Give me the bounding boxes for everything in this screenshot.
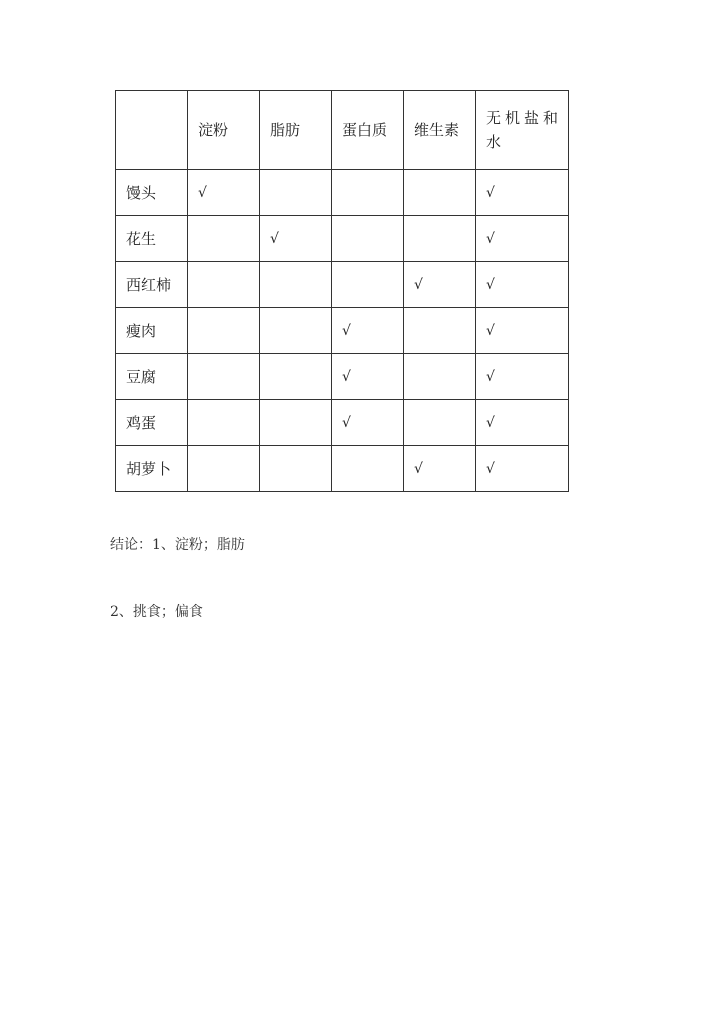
header-cell-vitamin: 维生素 (404, 91, 476, 170)
food-name-cell: 花生 (116, 216, 188, 262)
header-cell-protein: 蛋白质 (332, 91, 404, 170)
table-row (116, 216, 569, 262)
check-cell: √ (188, 170, 260, 216)
check-cell: √ (404, 446, 476, 492)
check-cell (188, 354, 260, 400)
header-cell-fat: 脂肪 (260, 91, 332, 170)
table-header-row (116, 91, 569, 170)
check-cell (404, 354, 476, 400)
table-row (116, 400, 569, 446)
check-cell: √ (476, 216, 569, 262)
header-cell-starch: 淀粉 (188, 91, 260, 170)
check-cell (332, 216, 404, 262)
check-cell: √ (332, 308, 404, 354)
food-name-cell: 胡萝卜 (116, 446, 188, 492)
food-name-cell: 瘦肉 (116, 308, 188, 354)
check-cell: √ (260, 216, 332, 262)
header-cell-corner (116, 91, 188, 170)
check-cell (404, 400, 476, 446)
check-cell: √ (476, 400, 569, 446)
check-cell (404, 308, 476, 354)
food-name-cell: 豆腐 (116, 354, 188, 400)
food-name-cell: 鸡蛋 (116, 400, 188, 446)
check-cell (260, 262, 332, 308)
check-cell (188, 446, 260, 492)
header-cell-minerals-water: 无机盐和水 (476, 91, 569, 170)
table-row (116, 262, 569, 308)
check-cell (404, 216, 476, 262)
check-cell (188, 262, 260, 308)
check-cell (188, 216, 260, 262)
check-cell (332, 262, 404, 308)
table-row (116, 354, 569, 400)
check-cell: √ (476, 262, 569, 308)
food-name-cell: 西红柿 (116, 262, 188, 308)
table-row (116, 308, 569, 354)
table-row (116, 446, 569, 492)
check-cell (188, 308, 260, 354)
check-cell (260, 354, 332, 400)
check-cell (404, 170, 476, 216)
check-cell (332, 170, 404, 216)
food-name-cell: 馒头 (116, 170, 188, 216)
check-cell: √ (404, 262, 476, 308)
check-cell (260, 170, 332, 216)
check-cell (260, 308, 332, 354)
check-cell (260, 446, 332, 492)
check-cell (260, 400, 332, 446)
check-cell: √ (476, 354, 569, 400)
check-cell: √ (476, 308, 569, 354)
check-cell (188, 400, 260, 446)
check-cell (332, 446, 404, 492)
check-cell: √ (332, 354, 404, 400)
check-cell: √ (476, 446, 569, 492)
table-row (116, 170, 569, 216)
conclusion-line-1: 结论：1、淀粉；脂肪 (110, 537, 245, 553)
check-cell: √ (476, 170, 569, 216)
check-cell: √ (332, 400, 404, 446)
conclusion-line-2: 2、挑食；偏食 (110, 604, 203, 620)
nutrition-table (115, 90, 569, 492)
